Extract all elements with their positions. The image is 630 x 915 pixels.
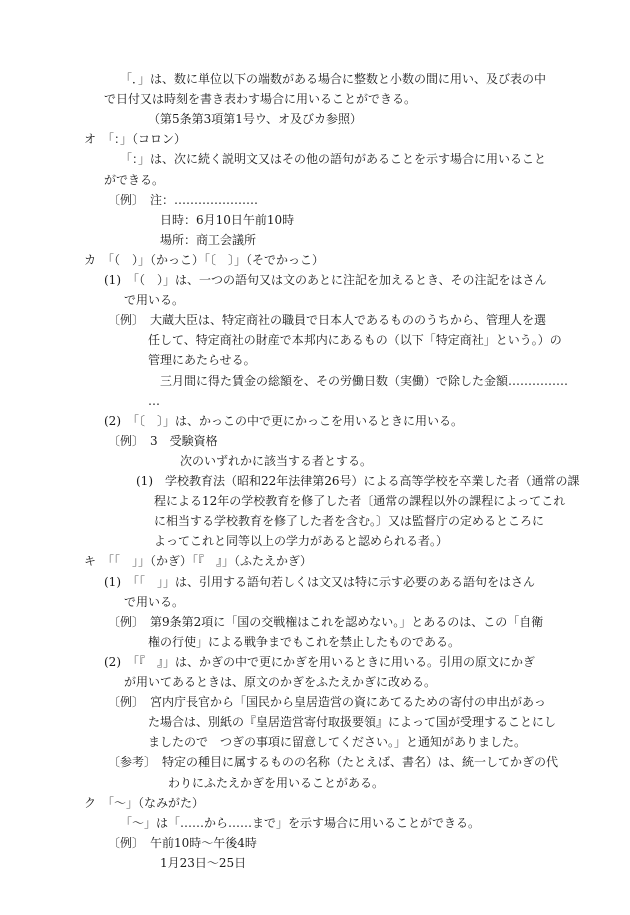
text-line-14: 任して、特定商社の財産で本邦内にあるもの（以下「特定商社」という。）の xyxy=(148,333,562,348)
text-line-29: 権の行使」による戦争までもこれを禁止したものである。 xyxy=(148,634,461,649)
text-line-12: で用いる。 xyxy=(124,293,185,308)
text-line-22: 程による12年の学校教育を修了した者〔通常の課程以外の課程によってこれ xyxy=(154,494,566,509)
text-line-2: で日付又は時刻を書き表わす場合に用いることができる。 xyxy=(104,92,417,107)
text-line-7: 〔例〕 注：………………… xyxy=(108,192,259,207)
text-line-19: 〔例〕 3 受験資格 xyxy=(108,433,218,448)
text-line-6: ができる。 xyxy=(104,172,165,187)
text-line-11: (1) 「（ ）」は、一つの語句又は文のあとに注記を加えるとき、その注記をはさん xyxy=(104,273,547,287)
text-line-28: 〔例〕 第9条第2項に「国の交戦権はこれを認めない。」とあるのは、この「自衛 xyxy=(108,614,544,629)
text-line-20: 次のいずれかに該当する者とする。 xyxy=(180,453,373,468)
text-line-38: 「～」は「……から……まで」を示す場合に用いることができる。 xyxy=(120,815,481,830)
text-line-8: 日時：6月10日午前10時 xyxy=(160,212,295,227)
text-line-37: ク 「～」（なみがた） xyxy=(84,795,205,810)
text-line-3: （第5条第3項第1号ウ、オ及びカ参照） xyxy=(148,112,362,127)
text-line-31: が用いてあるときは、原文のかぎをふたえかぎに改める。 xyxy=(124,675,437,689)
text-line-32: 〔例〕 宮内庁長官から「国民から皇居造営の資にあてるための寄付の申出があっ xyxy=(108,695,546,710)
text-line-23: に相当する学校教育を修了した者を含む。〕又は監督庁の定めるところに xyxy=(154,514,545,529)
text-line-13: 〔例〕 大蔵大臣は、特定商社の職員で日本人であるもののうちから、管理人を選 xyxy=(108,313,547,328)
text-line-17: … xyxy=(148,393,160,408)
text-line-1: 「．」は、数に単位以下の端数がある場合に整数と小数の間に用い、及び表の中 xyxy=(120,72,547,86)
text-line-25: キ 「「 」」（かぎ）「『 』」（ふたえかぎ） xyxy=(84,554,313,569)
text-line-30: (2) 「『 』」は、かぎの中で更にかぎを用いるときに用いる。引用の原文にかぎ xyxy=(104,654,536,669)
text-line-24: よってこれと同等以上の学力があると認められる者。） xyxy=(154,534,449,549)
text-line-39: 〔例〕 午前10時～午後4時 xyxy=(108,835,257,850)
text-line-36: わりにふたえかぎを用いることがある。 xyxy=(168,775,385,790)
text-line-5: 「：」は、次に続く説明文又はその他の語句があることを示す場合に用いること xyxy=(120,152,547,167)
text-line-21: (1) 学校教育法（昭和22年法律第26号）による高等学校を卒業した者（通常の課 xyxy=(136,474,580,488)
text-line-35: 〔参考〕 特定の種目に属するものの名称（たとえば、書名）は、統一してかぎの代 xyxy=(108,755,559,770)
text-line-26: (1) 「「 」」は、引用する語句若しくは文又は特に示す必要のある語句をはさん xyxy=(104,574,536,589)
text-line-16: 三月間に得た賃金の総額を、その労働日数（実働）で除した金額…………… xyxy=(160,373,569,388)
text-line-34: ましたので つぎの事項に留意してください。」と通知がありました。 xyxy=(148,735,527,750)
text-line-27: で用いる。 xyxy=(124,594,185,609)
text-line-10: カ 「（ ）」（かっこ）「〔 〕」（そでかっこ） xyxy=(84,252,325,267)
text-line-33: た場合は、別紙の『皇居造営寄付取扱要領』によって国が受理することにし xyxy=(148,715,557,730)
text-line-40: 1月23日～25日 xyxy=(160,855,247,870)
text-line-9: 場所：商工会議所 xyxy=(160,232,257,247)
text-line-4: オ 「：」（コロン） xyxy=(84,132,187,147)
text-line-15: 管理にあたらせる。 xyxy=(148,353,256,368)
text-line-18: (2) 「〔 〕」は、かっこの中で更にかっこを用いるときに用いる。 xyxy=(104,413,464,428)
